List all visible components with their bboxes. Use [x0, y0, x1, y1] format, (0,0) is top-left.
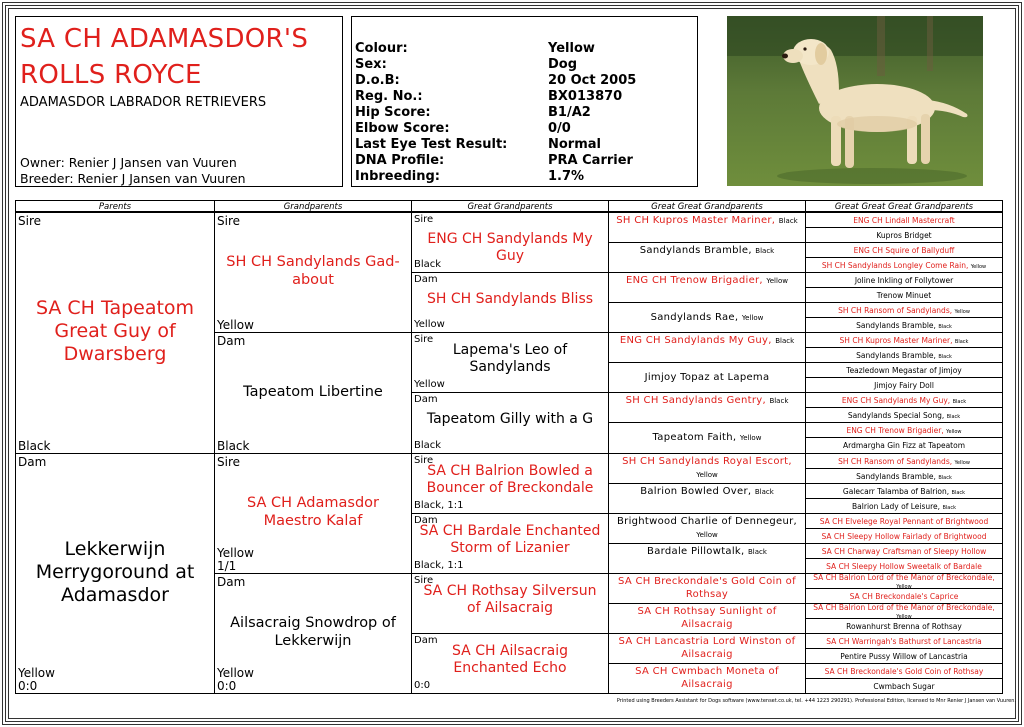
- great-great-great-grandparent-cell: [805, 573, 1003, 589]
- coat-colour: 0:0: [414, 680, 431, 691]
- dog-details-box: [351, 16, 698, 187]
- great-great-great-grandparent-entry: [807, 349, 1001, 363]
- great-great-great-grandparent-entry: [807, 364, 1001, 378]
- parent-name: Lekkerwijn Merrygoround at Adamasdor: [35, 538, 195, 606]
- great-great-grandparent-entry: [613, 394, 801, 408]
- relationship-label: Sire: [414, 334, 434, 345]
- great-great-great-grandparent-entry: [807, 304, 1001, 318]
- great-great-grandparent-name: SA CH Lancastria Lord Winston of Ailsacraig: [618, 636, 796, 660]
- detail-value: 20 Oct 2005: [548, 73, 637, 88]
- great-great-grandparent-entry: [613, 665, 801, 691]
- relationship-label: Dam: [217, 334, 246, 348]
- great-great-great-grandparent-entry: [807, 424, 1001, 438]
- great-great-great-grandparent-name: Teazledown Megastar of Jimjoy: [846, 366, 962, 375]
- detail-value: Yellow: [548, 41, 595, 56]
- great-great-great-grandparent-entry: [807, 319, 1001, 333]
- great-great-great-grandparent-cell: [805, 227, 1003, 243]
- great-great-grandparent-name: Brightwood Charlie of Dennegeur,: [617, 516, 797, 527]
- relationship-label: Dam: [414, 394, 438, 405]
- great-great-grandparent-cell: [608, 242, 806, 273]
- parent-name: SA CH Tapeatom Great Guy of Dwarsberg: [35, 297, 195, 365]
- grandparent-name: SH CH Sandylands Gad-about: [226, 254, 400, 288]
- great-great-great-grandparent-name: Kupros Bridget: [876, 231, 932, 240]
- great-great-great-grandparent-entry: [807, 620, 1001, 634]
- great-great-great-grandparent-entry: [807, 560, 1001, 574]
- great-great-grandparent-cell: [608, 362, 806, 393]
- header-2: Grandparents: [214, 200, 412, 212]
- great-great-grandparent-cell: [608, 513, 806, 544]
- coat-colour: Black: [938, 475, 952, 481]
- coat-colour: Black, 1:1: [414, 500, 464, 511]
- great-great-great-grandparent-name: SA CH Elvelege Royal Pennant of Brightwood: [819, 517, 989, 526]
- great-great-grandparent-name: Sandylands Rae,: [650, 312, 739, 323]
- coat-colour: Yellow: [217, 666, 254, 680]
- great-great-great-grandparent-entry: [807, 665, 1001, 679]
- coat-colour: Black: [754, 488, 774, 496]
- great-great-great-grandparent-entry: [807, 244, 1001, 258]
- great-great-grandparent-cell: [608, 422, 806, 454]
- coat-colour: Black: [946, 414, 961, 420]
- great-great-great-grandparent-entry: [807, 289, 1001, 303]
- detail-value: BX013870: [548, 89, 623, 104]
- great-great-great-grandparent-cell: [805, 633, 1003, 649]
- detail-label: D.o.B:: [355, 73, 400, 88]
- detail-label: DNA Profile:: [355, 153, 445, 168]
- relationship-label: Sire: [217, 455, 241, 469]
- coat-colour: Yellow: [696, 531, 718, 539]
- great-grandparent-cell: [411, 633, 609, 694]
- detail-value: 1.7%: [548, 169, 585, 184]
- great-great-great-grandparent-name: SA CH Sleepy Hollow Sweetalk of Bardale: [826, 562, 982, 571]
- detail-label: Colour:: [355, 41, 408, 56]
- great-great-great-grandparent-cell: [805, 558, 1003, 574]
- relationship-label: Sire: [18, 214, 42, 228]
- detail-label: Last Eye Test Result:: [355, 137, 508, 152]
- great-great-great-grandparent-name: ENG CH Squire of Ballyduff: [853, 246, 955, 255]
- relationship-label: Dam: [217, 575, 246, 589]
- dog-photo: [727, 16, 983, 186]
- great-great-great-grandparent-name: Joline Inkling of Follytower: [854, 276, 954, 285]
- great-great-great-grandparent-cell: [805, 347, 1003, 363]
- great-great-great-grandparent-cell: [805, 663, 1003, 679]
- great-great-great-grandparent-cell: [805, 483, 1003, 499]
- header-4: Great Great Grandparents: [608, 200, 806, 212]
- great-great-grandparent-name: SA CH Rothsay Sunlight of Ailsacraig: [637, 606, 777, 630]
- great-great-great-grandparent-entry: [807, 545, 1001, 559]
- great-great-great-grandparent-cell: [805, 272, 1003, 288]
- great-great-grandparent-entry: [613, 455, 801, 482]
- great-great-great-grandparent-entry: [807, 439, 1001, 453]
- great-great-great-grandparent-cell: [805, 618, 1003, 634]
- coat-colour: Black: [18, 439, 51, 453]
- great-great-great-grandparent-entry: [807, 590, 1001, 604]
- great-grandparent-name: SA CH Rothsay Silversun of Ailsacraig: [423, 583, 597, 616]
- dog-name: [20, 21, 340, 93]
- kennel-name: ADAMASDOR LABRADOR RETRIEVERS: [20, 95, 267, 110]
- great-great-grandparent-name: Bardale Pillowtalk,: [647, 546, 745, 557]
- great-grandparent-name: SH CH Sandylands Bliss: [426, 291, 594, 307]
- coat-colour: Yellow: [896, 584, 912, 589]
- coat-colour: Yellow: [970, 264, 987, 270]
- great-great-grandparent-entry: [613, 244, 801, 258]
- great-grandparent-cell: [411, 212, 609, 273]
- great-great-great-grandparent-entry: [807, 680, 1001, 694]
- coat-colour: Black: [954, 339, 969, 345]
- great-great-great-grandparent-name: Trenow Minuet: [876, 291, 932, 300]
- coat-colour: Black, 1:1: [414, 560, 464, 571]
- detail-value: 0/0: [548, 121, 571, 136]
- great-great-great-grandparent-entry: [807, 409, 1001, 423]
- great-great-great-grandparent-entry: [807, 604, 1001, 619]
- coat-colour: Black: [775, 337, 795, 345]
- great-great-grandparent-cell: [608, 633, 806, 664]
- great-great-grandparent-name: Balrion Bowled Over,: [640, 486, 752, 497]
- great-great-great-grandparent-entry: [807, 455, 1001, 469]
- great-great-great-grandparent-name: Cwmbach Sugar: [873, 682, 935, 691]
- great-great-great-grandparent-cell: [805, 468, 1003, 484]
- coat-colour: Yellow: [414, 319, 445, 330]
- coat-colour: Yellow: [414, 379, 445, 390]
- great-great-grandparent-entry: [613, 635, 801, 661]
- great-great-great-grandparent-cell: [805, 453, 1003, 469]
- great-great-great-grandparent-cell: [805, 603, 1003, 619]
- great-great-great-grandparent-cell: [805, 678, 1003, 694]
- coat-colour: Black: [414, 259, 442, 270]
- great-great-great-grandparent-name: ENG CH Trenow Brigadier,: [846, 426, 944, 435]
- great-grandparent-name: SA CH Balrion Bowled a Bouncer of Breckondale: [426, 463, 594, 496]
- great-great-great-grandparent-name: Ardmargha Gin Fizz at Tapeatom: [843, 441, 965, 450]
- grandparent-cell: [214, 573, 412, 694]
- dog-name-line2: ROLLS ROYCE: [20, 60, 202, 90]
- great-great-great-grandparent-cell: [805, 392, 1003, 408]
- detail-value: PRA Carrier: [548, 153, 633, 168]
- great-great-grandparent-name: Tapeatom Faith,: [652, 432, 737, 443]
- great-great-great-grandparent-name: Pentire Pussy Willow of Lancastria: [840, 652, 968, 661]
- great-great-great-grandparent-entry: [807, 334, 1001, 348]
- coat-colour: Black: [769, 397, 789, 405]
- great-great-grandparent-name: SH CH Kupros Master Mariner,: [616, 215, 776, 226]
- coat-colour: Black: [951, 490, 966, 496]
- relationship-label: Dam: [414, 515, 438, 526]
- great-great-great-grandparent-cell: [805, 362, 1003, 378]
- grandparent-cell: [214, 332, 412, 454]
- header-5: Great Great Great Grandparents: [805, 200, 1003, 212]
- great-great-grandparent-name: Sandylands Bramble,: [639, 245, 752, 256]
- great-great-great-grandparent-cell: [805, 513, 1003, 529]
- great-great-great-grandparent-name: SA CH Warringah's Bathurst of Lancastria: [826, 637, 982, 646]
- great-great-great-grandparent-cell: [805, 212, 1003, 228]
- coat-colour: Black: [778, 217, 798, 225]
- grandparent-name: SA CH Adamasdor Maestro Kalaf: [247, 495, 379, 529]
- great-great-great-grandparent-entry: [807, 214, 1001, 228]
- great-great-grandparent-name: Jimjoy Topaz at Lapema: [644, 372, 770, 383]
- great-great-great-grandparent-cell: [805, 528, 1003, 544]
- great-great-grandparent-name: SH CH Sandylands Gentry,: [625, 395, 766, 406]
- great-great-grandparent-entry: [613, 545, 801, 559]
- great-great-grandparent-entry: [613, 371, 801, 384]
- great-great-great-grandparent-cell: [805, 302, 1003, 318]
- detail-label: Elbow Score:: [355, 121, 450, 136]
- coat-colour: Black: [938, 324, 952, 330]
- great-great-great-grandparent-entry: [807, 274, 1001, 288]
- coat-colour: Yellow: [739, 434, 762, 442]
- coat-colour: Yellow: [954, 460, 970, 466]
- coat-colour: Yellow: [896, 614, 912, 619]
- great-great-grandparent-name: SA CH Breckondale's Gold Coin of Rothsay: [618, 576, 796, 600]
- detail-value: B1/A2: [548, 105, 591, 120]
- great-great-grandparent-cell: [608, 573, 806, 604]
- footer-text: Printed using Breeders Assistant for Dogs software (www.tenset.co.uk, tel. +44 1223 290291). Professional Edition, licensed to Mnr Renier J Jansen van Vuuren.: [616, 698, 1016, 704]
- great-great-grandparent-entry: [613, 334, 801, 348]
- great-grandparent-cell: [411, 453, 609, 514]
- great-great-great-grandparent-cell: [805, 407, 1003, 423]
- great-great-grandparent-entry: [613, 515, 801, 542]
- parent-cell: [15, 212, 215, 454]
- great-great-great-grandparent-entry: [807, 485, 1001, 499]
- score-text: 1/1: [217, 559, 237, 573]
- great-great-grandparent-cell: [608, 543, 806, 574]
- great-great-great-grandparent-name: ENG CH Lindall Mastercraft: [853, 216, 955, 225]
- great-great-great-grandparent-cell: [805, 422, 1003, 438]
- great-great-grandparent-entry: [613, 274, 801, 288]
- great-great-great-grandparent-name: ENG CH Sandylands My Guy,: [841, 396, 951, 405]
- grandparent-name: Tapeatom Libertine: [243, 384, 383, 400]
- great-great-great-grandparent-name: SA CH Sleepy Hollow Fairlady of Brightwood: [821, 532, 987, 541]
- great-great-grandparent-entry: [613, 311, 801, 325]
- parent-cell: [15, 453, 215, 694]
- great-great-grandparent-cell: [608, 332, 806, 363]
- great-great-great-grandparent-name: Sandylands Bramble,: [856, 351, 936, 360]
- relationship-label: Dam: [414, 635, 438, 646]
- great-great-great-grandparent-name: Sandylands Bramble,: [856, 472, 936, 481]
- coat-colour: Black: [414, 440, 442, 451]
- great-great-grandparent-cell: [608, 392, 806, 423]
- great-great-great-grandparent-entry: [807, 259, 1001, 273]
- relationship-label: Sire: [414, 455, 434, 466]
- great-grandparent-name: ENG CH Sandylands My Guy: [427, 231, 593, 264]
- great-grandparent-cell: [411, 573, 609, 634]
- great-great-great-grandparent-cell: [805, 242, 1003, 258]
- dog-title-box: [15, 16, 343, 187]
- great-grandparent-cell: [411, 272, 609, 333]
- coat-colour: Black: [747, 548, 767, 556]
- coat-colour: Black: [938, 354, 952, 360]
- score-text: 0:0: [18, 679, 38, 693]
- great-great-grandparent-cell: [608, 483, 806, 514]
- great-great-great-grandparent-cell: [805, 543, 1003, 559]
- great-great-great-grandparent-entry: [807, 574, 1001, 589]
- great-great-great-grandparent-name: SA CH Breckondale's Caprice: [849, 592, 959, 601]
- great-great-grandparent-entry: [613, 485, 801, 499]
- coat-colour: Yellow: [18, 666, 55, 680]
- great-great-great-grandparent-name: SA CH Charway Craftsman of Sleepy Hollow: [821, 547, 987, 556]
- great-great-grandparent-entry: [613, 605, 801, 631]
- detail-value: Normal: [548, 137, 601, 152]
- great-great-great-grandparent-entry: [807, 650, 1001, 664]
- detail-label: Reg. No.:: [355, 89, 423, 104]
- relationship-label: Dam: [414, 274, 438, 285]
- coat-colour: Black: [755, 247, 775, 255]
- grandparent-cell: [214, 453, 412, 574]
- great-great-grandparent-entry: [613, 575, 801, 601]
- relationship-label: Sire: [414, 214, 434, 225]
- coat-colour: Black: [942, 505, 956, 511]
- great-great-great-grandparent-name: Rowanhurst Brenna of Rothsay: [846, 622, 962, 631]
- great-great-great-grandparent-entry: [807, 500, 1001, 514]
- relationship-label: Sire: [217, 214, 241, 228]
- great-great-great-grandparent-cell: [805, 648, 1003, 664]
- great-grandparent-name: Lapema's Leo of Sandylands: [452, 342, 568, 375]
- great-grandparent-name: SA CH Ailsacraig Enchanted Echo: [452, 643, 568, 676]
- great-great-grandparent-entry: [613, 431, 801, 445]
- detail-value: Dog: [548, 57, 578, 72]
- great-great-great-grandparent-cell: [805, 257, 1003, 273]
- coat-colour: Yellow: [954, 309, 970, 315]
- great-great-great-grandparent-cell: [805, 588, 1003, 604]
- great-great-great-grandparent-name: SH CH Sandylands Longley Come Rain,: [821, 261, 969, 270]
- coat-colour: Yellow: [741, 314, 764, 322]
- coat-colour: Yellow: [696, 471, 718, 479]
- great-great-great-grandparent-name: SA CH Breckondale's Gold Coin of Rothsay: [824, 667, 984, 676]
- dog-name-line1: SA CH ADAMASDOR'S: [20, 24, 309, 54]
- great-great-grandparent-name: SH CH Sandylands Royal Escort,: [622, 456, 792, 467]
- great-great-great-grandparent-cell: [805, 377, 1003, 393]
- great-great-great-grandparent-name: SH CH Kupros Master Mariner,: [839, 336, 953, 345]
- coat-colour: Yellow: [946, 429, 962, 435]
- great-great-grandparent-cell: [608, 663, 806, 694]
- relationship-label: Dam: [18, 455, 47, 469]
- detail-label: Sex:: [355, 57, 387, 72]
- great-great-grandparent-cell: [608, 453, 806, 484]
- great-grandparent-name: SA CH Bardale Enchanted Storm of Lizanier: [419, 523, 601, 556]
- great-great-great-grandparent-cell: [805, 437, 1003, 454]
- great-great-great-grandparent-name: Sandylands Special Song,: [847, 411, 945, 420]
- great-great-great-grandparent-name: SA CH Balrion Lord of the Manor of Breckondale,: [813, 573, 995, 582]
- great-great-grandparent-cell: [608, 272, 806, 303]
- grandparent-cell: [214, 212, 412, 333]
- great-great-great-grandparent-name: Sandylands Bramble,: [856, 321, 936, 330]
- great-great-great-grandparent-entry: [807, 635, 1001, 649]
- relationship-label: Sire: [414, 575, 434, 586]
- great-great-grandparent-name: SA CH Cwmbach Moneta of Ailsacraig: [635, 666, 779, 690]
- coat-colour: Yellow: [217, 318, 254, 332]
- great-great-great-grandparent-entry: [807, 379, 1001, 393]
- great-great-grandparent-cell: [608, 603, 806, 634]
- great-great-great-grandparent-entry: [807, 515, 1001, 529]
- header-3: Great Grandparents: [411, 200, 609, 212]
- detail-label: Hip Score:: [355, 105, 431, 120]
- great-great-great-grandparent-name: SH CH Ransom of Sandylands,: [838, 457, 953, 466]
- coat-colour: Black: [952, 399, 967, 405]
- great-grandparent-cell: [411, 513, 609, 574]
- great-great-great-grandparent-name: Jimjoy Fairy Doll: [874, 381, 934, 390]
- great-great-great-grandparent-name: Balrion Lady of Leisure,: [852, 502, 941, 511]
- grandparent-name: Ailsacraig Snowdrop of Lekkerwijn: [230, 615, 396, 649]
- great-great-great-grandparent-entry: [807, 470, 1001, 484]
- great-great-grandparent-name: ENG CH Trenow Brigadier,: [626, 275, 763, 286]
- owner-text: Owner: Renier J Jansen van Vuuren: [20, 155, 237, 170]
- coat-colour: Yellow: [217, 546, 254, 560]
- score-text: 0:0: [217, 679, 237, 693]
- great-grandparent-cell: [411, 392, 609, 454]
- great-great-great-grandparent-cell: [805, 317, 1003, 333]
- great-great-great-grandparent-cell: [805, 332, 1003, 348]
- great-great-grandparent-entry: [613, 214, 801, 228]
- coat-colour: Yellow: [766, 277, 788, 285]
- great-great-great-grandparent-name: SA CH Balrion Lord of the Manor of Breckondale,: [813, 603, 995, 612]
- great-great-grandparent-name: ENG CH Sandylands My Guy,: [619, 335, 772, 346]
- great-great-great-grandparent-entry: [807, 530, 1001, 544]
- great-great-grandparent-cell: [608, 302, 806, 333]
- header-1: Parents: [15, 200, 215, 212]
- great-grandparent-cell: [411, 332, 609, 393]
- great-great-great-grandparent-cell: [805, 287, 1003, 303]
- great-great-grandparent-cell: [608, 212, 806, 243]
- great-great-great-grandparent-name: Galecarr Talamba of Balrion,: [842, 487, 950, 496]
- breeder-text: Breeder: Renier J Jansen van Vuuren: [20, 171, 246, 186]
- coat-colour: Black: [217, 439, 250, 453]
- great-great-great-grandparent-entry: [807, 229, 1001, 243]
- detail-label: Inbreeding:: [355, 169, 440, 184]
- great-grandparent-name: Tapeatom Gilly with a G: [426, 411, 594, 427]
- great-great-great-grandparent-entry: [807, 394, 1001, 408]
- great-great-great-grandparent-cell: [805, 498, 1003, 514]
- great-great-great-grandparent-name: SH CH Ransom of Sandylands,: [838, 306, 953, 315]
